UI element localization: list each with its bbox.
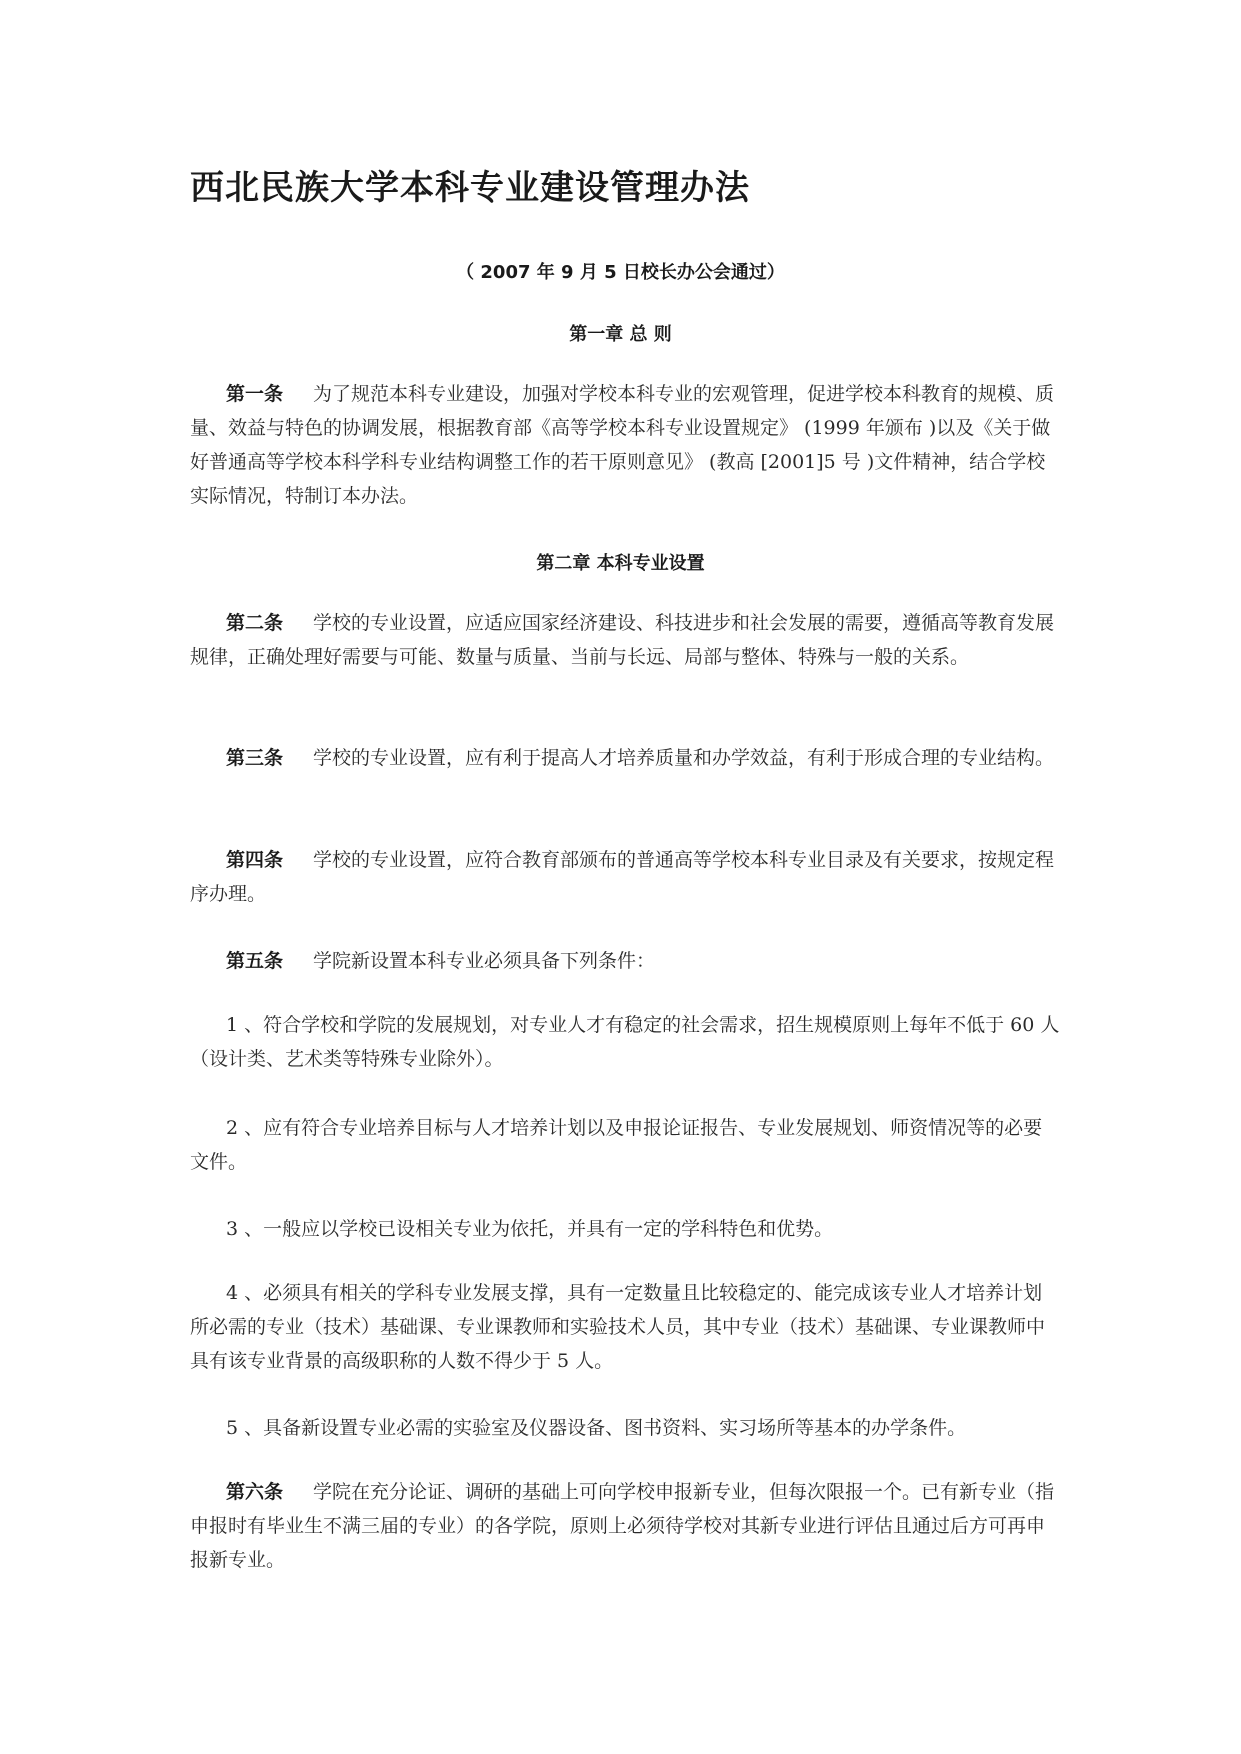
list-item bbox=[190, 1008, 1060, 1076]
article-text: 学院在充分论证、调研的基础上可向学校申报新专业，但每次限报一个。已有新专业（指申报时有毕业生不满三届的专业）的各学院，原则上必须待学校对其新专业进行评估且通过后方可再申报新专业。 bbox=[190, 1481, 1055, 1571]
article-4 bbox=[190, 843, 1060, 911]
document-subtitle: （ 2007 年 9 月 5 日校长办公会通过） bbox=[456, 262, 785, 283]
list-item-text: 1 、符合学校和学院的发展规划，对专业人才有稳定的社会需求，招生规模原则上每年不低于 60 人（设计类、艺术类等特殊专业除外）。 bbox=[190, 1014, 1060, 1070]
chapter-heading-1: 第一章 总 则 bbox=[569, 324, 672, 345]
article-label: 第一条 bbox=[226, 383, 284, 405]
article-label: 第三条 bbox=[226, 747, 284, 769]
article-2 bbox=[190, 606, 1060, 674]
article-6 bbox=[190, 1475, 1060, 1577]
chapter-heading-2: 第二章 本科专业设置 bbox=[536, 553, 705, 574]
article-label: 第五条 bbox=[226, 950, 284, 972]
article-text: 为了规范本科专业建设，加强对学校本科专业的宏观管理，促进学校本科教育的规模、质量、效益与特色的协调发展，根据教育部《高等学校本科专业设置规定》 (1999 年颁布 )以及《关于做好普通高等学校本科学科专业结构调整工作的若干原则意见》 (教高 [2001]5 号 )文件精神，结合学校实际情况，特制订本办法。 bbox=[190, 383, 1055, 507]
list-item-text: 4 、必须具有相关的学科专业发展支撑，具有一定数量且比较稳定的、能完成该专业人才培养计划所必需的专业（技术）基础课、专业课教师和实验技术人员，其中专业（技术）基础课、专业课教师中具有该专业背景的高级职称的人数不得少于 5 人。 bbox=[190, 1282, 1046, 1372]
article-1 bbox=[190, 377, 1060, 513]
document-title: 西北民族大学本科专业建设管理办法 bbox=[190, 168, 750, 208]
list-item bbox=[190, 1111, 1060, 1179]
article-label: 第二条 bbox=[226, 612, 284, 634]
article-text: 学校的专业设置，应适应国家经济建设、科技进步和社会发展的需要，遵循高等教育发展规律，正确处理好需要与可能、数量与质量、当前与长远、局部与整体、特殊与一般的关系。 bbox=[190, 612, 1055, 668]
list-item bbox=[190, 1276, 1060, 1378]
list-item bbox=[190, 1411, 1060, 1445]
article-label: 第六条 bbox=[226, 1481, 284, 1503]
article-label: 第四条 bbox=[226, 849, 284, 871]
article-text: 学院新设置本科专业必须具备下列条件： bbox=[313, 950, 656, 972]
article-text: 学校的专业设置，应符合教育部颁布的普通高等学校本科专业目录及有关要求，按规定程序办理。 bbox=[190, 849, 1055, 905]
article-3 bbox=[190, 741, 1060, 775]
list-item-text: 5 、具备新设置专业必需的实验室及仪器设备、图书资料、实习场所等基本的办学条件。 bbox=[226, 1417, 967, 1439]
list-item-text: 2 、应有符合专业培养目标与人才培养计划以及申报论证报告、专业发展规划、师资情况等的必要文件。 bbox=[190, 1117, 1043, 1173]
article-text: 学校的专业设置，应有利于提高人才培养质量和办学效益，有利于形成合理的专业结构。 bbox=[313, 747, 1055, 769]
article-5 bbox=[190, 944, 1060, 978]
list-item-text: 3 、一般应以学校已设相关专业为依托，并具有一定的学科特色和优势。 bbox=[226, 1218, 834, 1240]
list-item bbox=[190, 1212, 1060, 1246]
